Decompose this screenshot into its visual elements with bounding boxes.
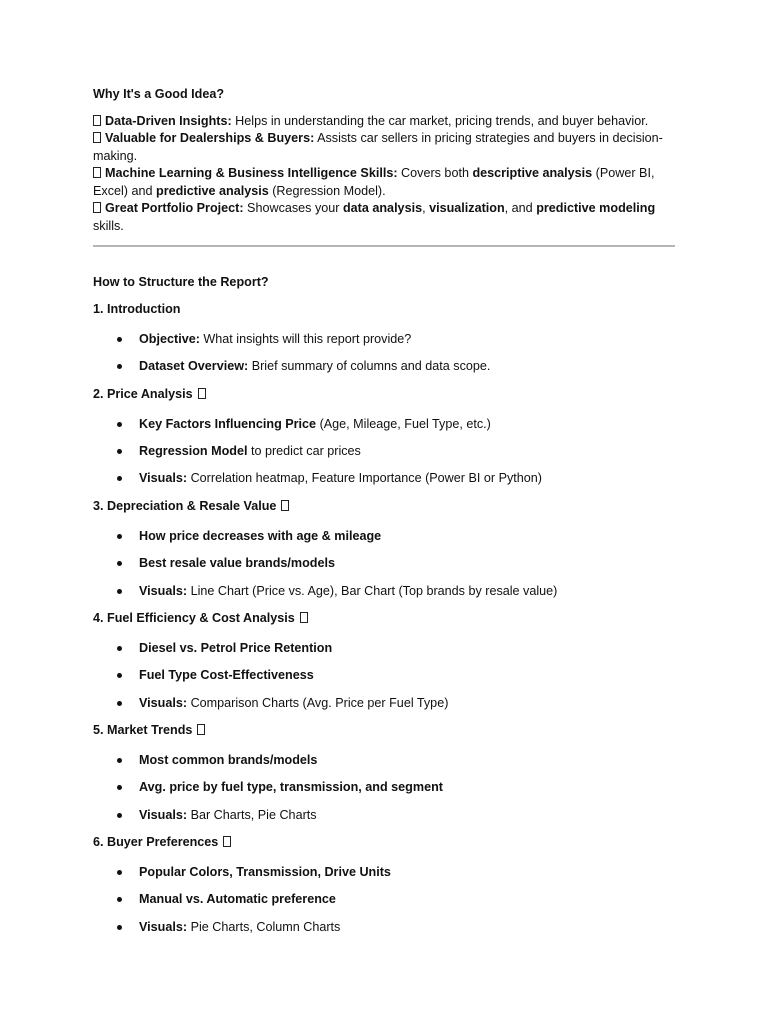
missing-glyph-icon <box>281 500 289 511</box>
bullet-label: Manual vs. Automatic preference <box>139 892 336 907</box>
intro-item <box>93 200 675 235</box>
bullet-item <box>93 667 675 685</box>
bullet-item <box>93 807 675 825</box>
bullet-label: Most common brands/models <box>139 752 318 767</box>
bullet-text: Brief summary of columns and data scope. <box>248 359 491 374</box>
intro-item-emphasis: predictive modeling <box>536 201 656 215</box>
intro-item-title: Great Portfolio Project: <box>105 201 244 215</box>
bullet-text: to predict car prices <box>247 444 361 459</box>
bullet-item <box>93 919 675 937</box>
horizontal-divider <box>93 245 675 247</box>
bullet-item <box>93 528 675 546</box>
section-title-text: 2. Price Analysis <box>93 386 193 401</box>
intro-item-text: (Power BI, Excel) and <box>93 166 655 198</box>
structure-heading: How to Structure the Report? <box>93 275 269 289</box>
bullet-text: What insights will this report provide? <box>199 331 412 346</box>
missing-glyph-icon <box>198 388 206 399</box>
intro-item <box>93 165 675 200</box>
bullet-label: Visuals: <box>139 919 188 934</box>
intro-item-text: Helps in understanding the car market, pricing trends, and buyer behavior. <box>231 113 649 128</box>
bullet-list <box>93 528 675 600</box>
missing-glyph-icon <box>300 612 308 623</box>
intro-item-text: , <box>422 201 430 215</box>
bullet-item <box>93 331 675 349</box>
section-title-text: 5. Market Trends <box>93 722 193 737</box>
bullet-label: Visuals: <box>139 807 188 822</box>
bullet-item <box>93 470 675 488</box>
bullet-label: Dataset Overview: <box>139 359 249 374</box>
missing-glyph-icon <box>93 132 101 143</box>
section-list <box>93 301 675 936</box>
bullet-list <box>93 640 675 712</box>
bullet-label: Diesel vs. Petrol Price Retention <box>139 640 333 655</box>
bullet-list <box>93 864 675 936</box>
intro-item-emphasis: predictive analysis <box>156 183 269 198</box>
bullet-label: Key Factors Influencing Price <box>139 416 317 431</box>
bullet-label: Visuals: <box>139 583 188 598</box>
bullet-label: Visuals: <box>139 471 188 486</box>
intro-item-title: Data-Driven Insights: <box>105 113 232 128</box>
intro-item <box>93 130 675 165</box>
bullet-item <box>93 583 675 601</box>
section-title-text: 3. Depreciation & Resale Value <box>93 498 277 513</box>
section-heading <box>93 386 675 404</box>
bullet-item <box>93 891 675 909</box>
intro-item-emphasis: visualization <box>429 201 505 215</box>
bullet-item <box>93 416 675 434</box>
bullet-text: Correlation heatmap, Feature Importance (Power BI or Python) <box>187 471 542 486</box>
bullet-label: Visuals: <box>139 695 188 710</box>
bullet-text: Comparison Charts (Avg. Price per Fuel Type) <box>187 695 449 710</box>
bullet-label: How price decreases with age & mileage <box>139 528 382 543</box>
section-title-text: 1. Introduction <box>93 301 181 316</box>
bullet-text: Pie Charts, Column Charts <box>187 919 341 934</box>
intro-list <box>93 113 675 236</box>
bullet-item <box>93 864 675 882</box>
intro-item-text: , and <box>504 201 537 215</box>
bullet-text: Line Chart (Price vs. Age), Bar Chart (Top brands by resale value) <box>187 583 558 598</box>
section-heading <box>93 301 675 319</box>
bullet-item <box>93 779 675 797</box>
intro-item-text: skills. <box>93 218 124 233</box>
bullet-label: Avg. price by fuel type, transmission, and segment <box>139 780 443 795</box>
bullet-item <box>93 695 675 713</box>
bullet-item <box>93 752 675 770</box>
intro-item-text: Showcases your <box>243 201 343 215</box>
intro-item-text: Covers both <box>397 166 473 180</box>
bullet-text: Bar Charts, Pie Charts <box>187 807 317 822</box>
bullet-label: Regression Model <box>139 444 248 459</box>
intro-item-emphasis: data analysis <box>342 201 423 215</box>
missing-glyph-icon <box>93 115 101 126</box>
bullet-text: (Age, Mileage, Fuel Type, etc.) <box>316 416 491 431</box>
bullet-label: Fuel Type Cost-Effectiveness <box>139 668 314 683</box>
bullet-item <box>93 555 675 573</box>
intro-item-text: Assists car sellers in pricing strategies and buyers in decision-making. <box>93 131 663 163</box>
section-heading <box>93 722 675 740</box>
bullet-list <box>93 752 675 824</box>
bullet-label: Popular Colors, Transmission, Drive Units <box>139 864 391 879</box>
section-heading <box>93 498 675 516</box>
section-heading <box>93 834 675 852</box>
intro-item-text: (Regression Model). <box>268 183 386 198</box>
intro-item <box>93 113 675 131</box>
missing-glyph-icon <box>93 202 101 213</box>
missing-glyph-icon <box>223 836 231 847</box>
section-heading <box>93 610 675 628</box>
bullet-label: Best resale value brands/models <box>139 556 335 571</box>
missing-glyph-icon <box>93 167 101 178</box>
bullet-item <box>93 358 675 376</box>
intro-heading: Why It's a Good Idea? <box>93 87 225 101</box>
section-title-text: 4. Fuel Efficiency & Cost Analysis <box>93 610 295 625</box>
intro-item-emphasis: descriptive analysis <box>472 166 593 180</box>
missing-glyph-icon <box>197 724 205 735</box>
bullet-list <box>93 416 675 488</box>
bullet-label: Objective: <box>139 331 200 346</box>
bullet-item <box>93 640 675 658</box>
bullet-item <box>93 443 675 461</box>
intro-item-title: Valuable for Dealerships & Buyers: <box>105 131 315 145</box>
section-title-text: 6. Buyer Preferences <box>93 834 219 849</box>
intro-item-title: Machine Learning & Business Intelligence Skills: <box>105 166 398 180</box>
bullet-list <box>93 331 675 376</box>
